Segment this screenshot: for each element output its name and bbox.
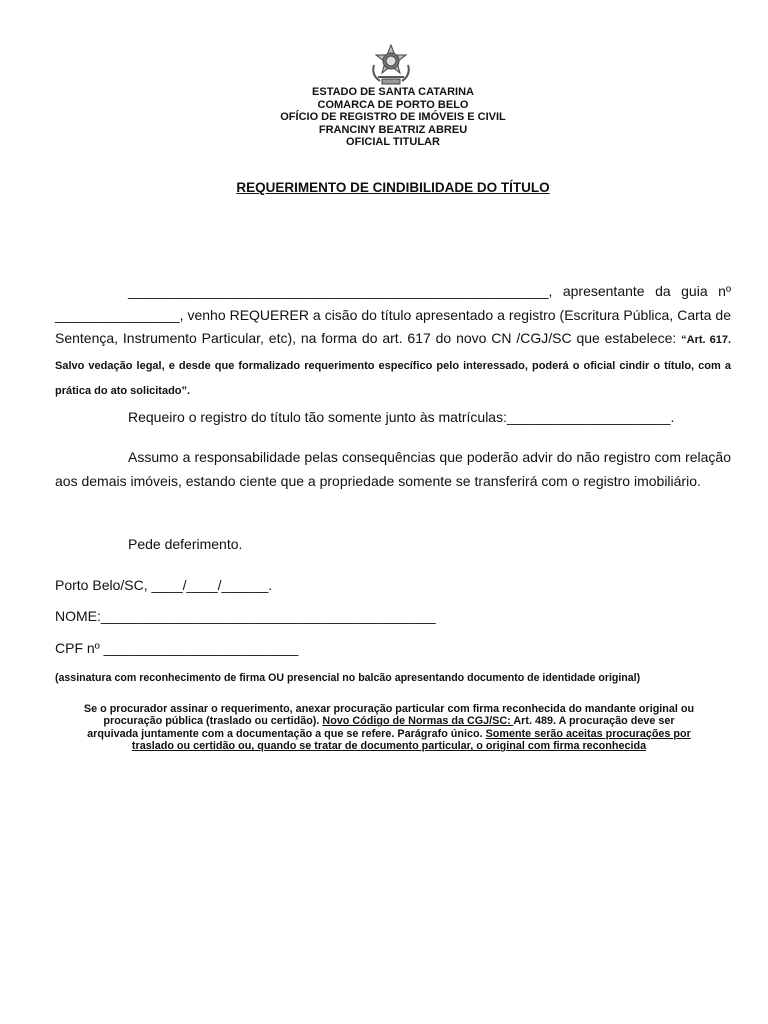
request-paragraph (55, 280, 731, 404)
notice-line: Se o procurador assinar o requerimento, anexar procuração particular com firma reconhecida do mandante original ou (83, 703, 695, 715)
notice-underlined: Somente serão aceitas procurações por (485, 727, 691, 740)
notice-text: Art. 489. A procuração deve ser (513, 715, 675, 728)
proxy-notice (30, 703, 748, 753)
notice-underlined: Novo Código de Normas da CGJ/SC: (322, 715, 514, 728)
name-line: NOME:___________________________________________ (55, 608, 436, 624)
article-quote: “Art. 617. Salvo vedação legal, e desde que formalizado requerimento específico pelo interessado, poderá o oficial cindir o título, com a prática do ato solicitado”. (55, 334, 731, 397)
header-line: ESTADO DE SANTA CATARINA (312, 86, 474, 98)
cpf-line: CPF nº _________________________ (55, 640, 299, 656)
registration-paragraph: Requeiro o registro do título tão somente junto às matrículas:_____________________. (128, 409, 675, 425)
name-blank: ______________________________________________________ (128, 283, 549, 299)
notice-text: procuração pública (traslado ou certidão). (103, 715, 323, 728)
header-line: OFICIAL TITULAR (346, 136, 440, 149)
date-line: Porto Belo/SC, ____/____/______. (55, 577, 273, 593)
signature-note: (assinatura com reconhecimento de firma OU presencial no balcão apresentando documento de identidade original) (55, 672, 641, 684)
document-title: REQUERIMENTO DE CINDIBILIDADE DO TÍTULO (236, 180, 550, 195)
notice-text: arquivada juntamente com a documentação a que se refere. Parágrafo único. (87, 727, 486, 740)
header-line: COMARCA DE PORTO BELO (317, 98, 469, 111)
notice-line: traslado ou certidão ou, quando se tratar de documento particular, o original com firma reconhecida (131, 740, 647, 753)
request-text: , apresentante da guia nº ________________, venho REQUERER a cisão do título apresentado a registro (Escritura Pública, Carta de Sentença, Instrumento Particular, etc), na forma do art. 617 do novo CN /CGJ/SC que estabelece: (55, 283, 731, 346)
coat-of-arms-icon (368, 43, 414, 87)
responsibility-paragraph: Assumo a responsabilidade pelas consequências que poderão advir do não registro com relação aos demais imóveis, estando ciente que a propriedade somente se transferirá com o registro imobiliário. (55, 449, 731, 489)
notice-line (30, 715, 748, 727)
header-line: FRANCINY BEATRIZ ABREU (318, 123, 468, 136)
header-line: OFÍCIO DE REGISTRO DE IMÓVEIS E CIVIL (280, 111, 506, 124)
closing-paragraph: Pede deferimento. (128, 536, 243, 552)
notice-line (30, 728, 748, 740)
issuer-header (0, 86, 768, 149)
